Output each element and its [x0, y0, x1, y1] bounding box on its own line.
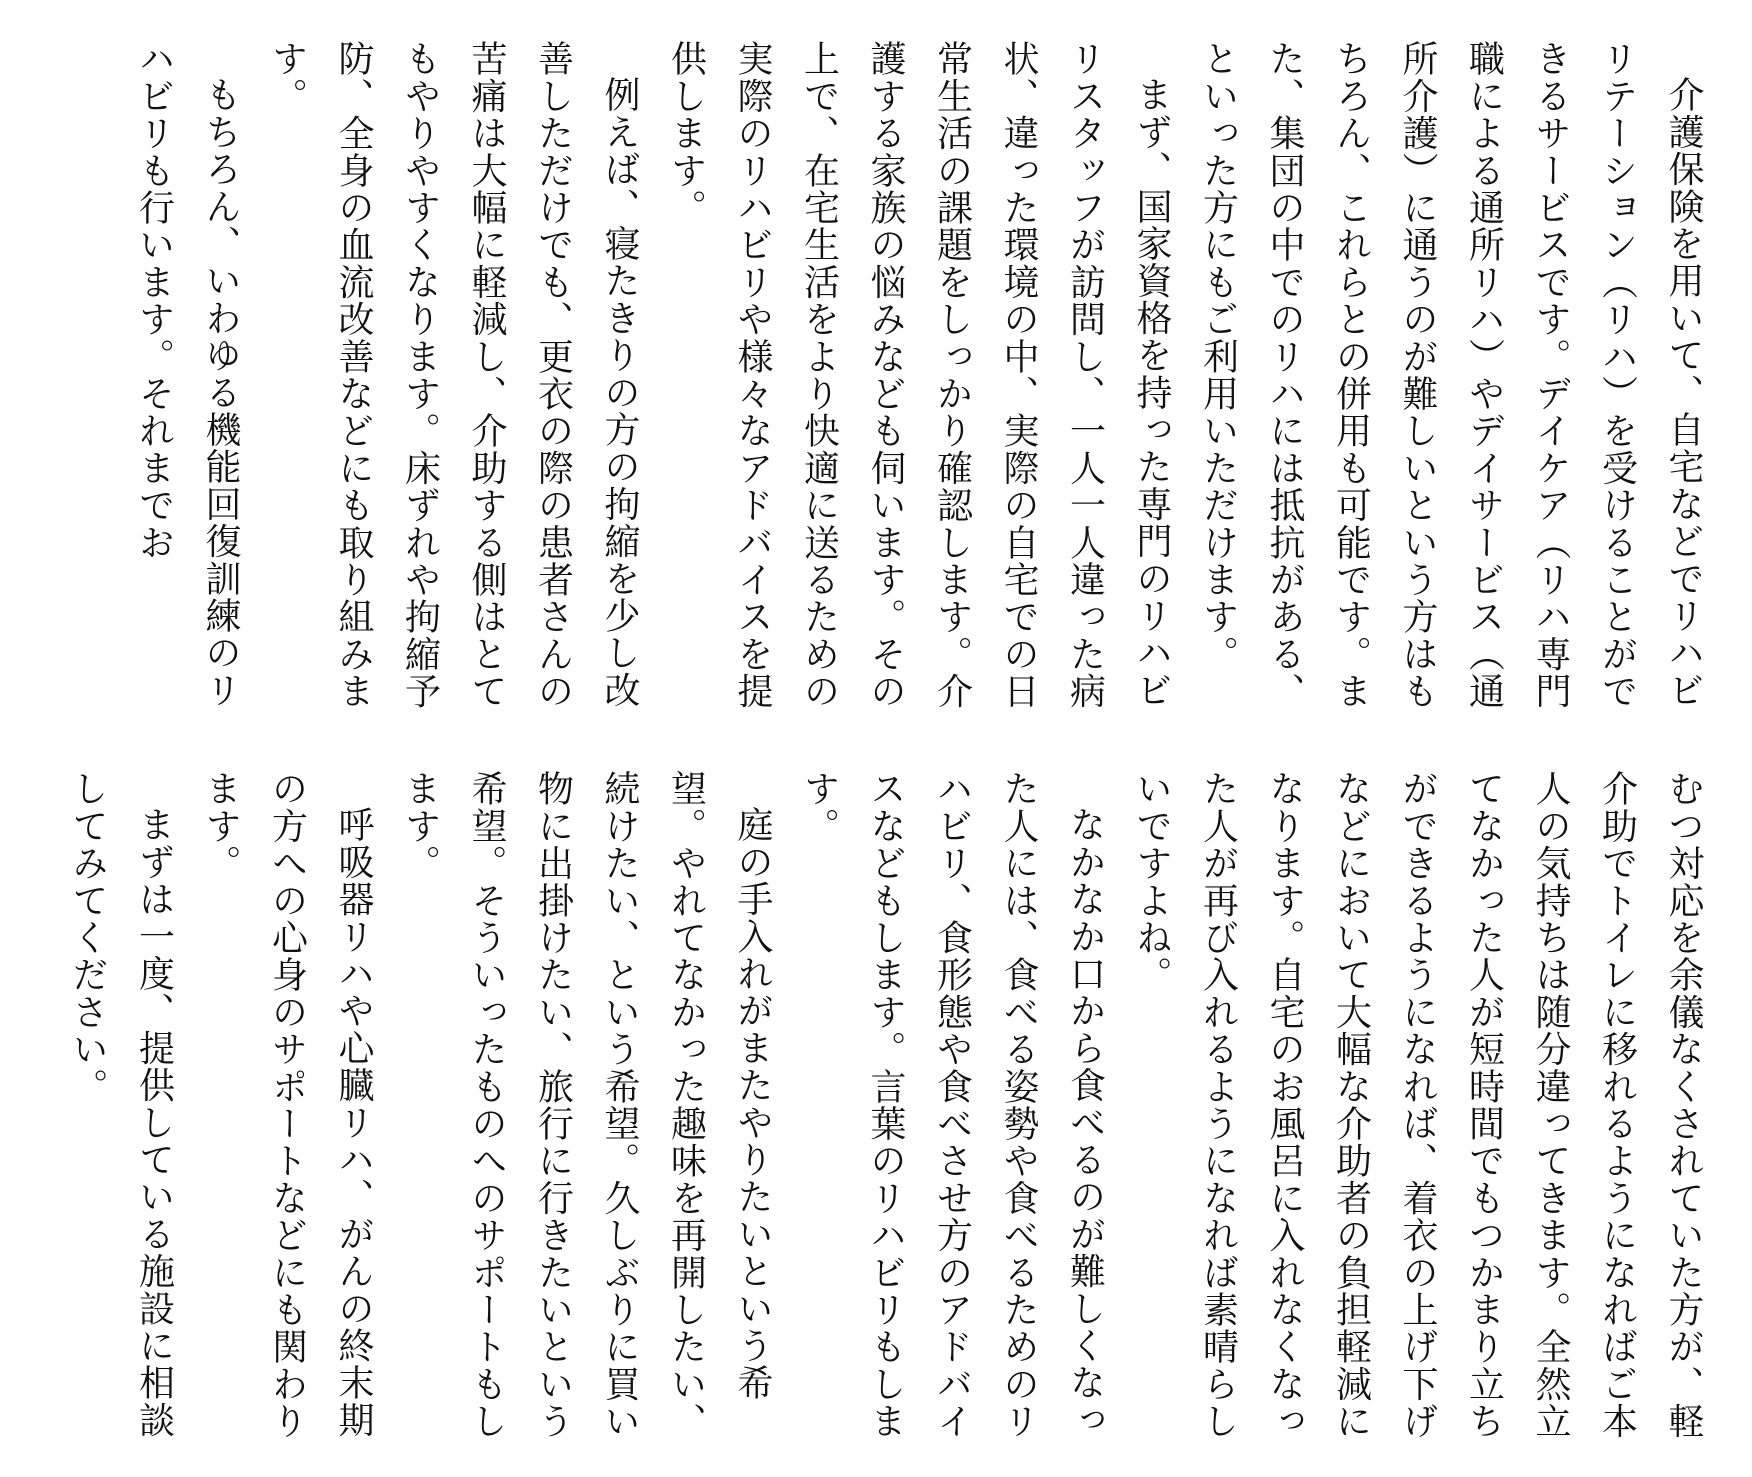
paragraph-staff-visit: まず、国家資格を持った専門のリハビリスタッフが訪問し、一人一人違った病状、違った環境の中、実際の自宅での日常生活の課題をしっかり確認します。介護する家族の悩みなども伺います。その上で、在宅生活をより快適に送るための実際のリハビリや様々なアドバイスを提供します。: [665, 40, 1172, 710]
paragraph-toilet-transfer: むつ対応を余儀なくされていた方が、軽介助でトイレに移れるようになればご本人の気持ちは随分違ってきます。全然立てなかった人が短時間でもつかまり立ちができるようになれば、着衣の上げ下げなどにおいて大幅な介助者の負担軽減になります。自宅のお風呂に入れなくなった人が再び入れるようになれば素晴らしいですよね。: [1131, 770, 1704, 1440]
article-bottom-section: [38, 770, 1716, 1460]
paragraph-bedridden-example: 例えば、寝たきりの方の拘縮を少し改善しただけでも、更衣の際の患者さんの苦痛は大幅に軽減し、介助する側はとてもやりやすくなります。床ずれや拘縮予防、全身の血流改善などにも取り組みます。: [266, 40, 640, 710]
paragraph-functional-training: もちろん、いわゆる機能回復訓練のリハビリも行います。それまでお: [133, 40, 241, 709]
article-top-section: [38, 40, 1716, 730]
paragraph-service-intro: 介護保険を用いて、自宅などでリハビリテーション（リハ）を受けることができるサービスです。デイケア（リハ専門職による通所リハ）やデイサービス（通所介護）に通うのが難しいという方はもちろん、これらとの併用も可能です。また、集団の中でのリハには抵抗がある、といった方にもご利用いただけます。: [1197, 40, 1704, 710]
paragraph-hobby-wishes: 庭の手入れがまたやりたいという希望。やれてなかった趣味を再開したい、続けたい、という希望。久しぶりに買い物に出掛けたい、旅行に行きたいという希望。そういったものへのサポートもします。: [399, 770, 773, 1440]
paragraph-eating-support: なかなか口から食べるのが難しくなった人には、食べる姿勢や食べるためのリハビリ、食形態や食べさせ方のアドバイスなどもします。言葉のリハビリもします。: [798, 770, 1106, 1440]
paragraph-respiratory-cardiac: 呼吸器リハや心臓リハ、がんの終末期の方への心身のサポートなどにも関わります。: [200, 770, 374, 1440]
paragraph-consultation: まずは一度、提供している施設に相談してみてください。: [67, 770, 175, 1439]
